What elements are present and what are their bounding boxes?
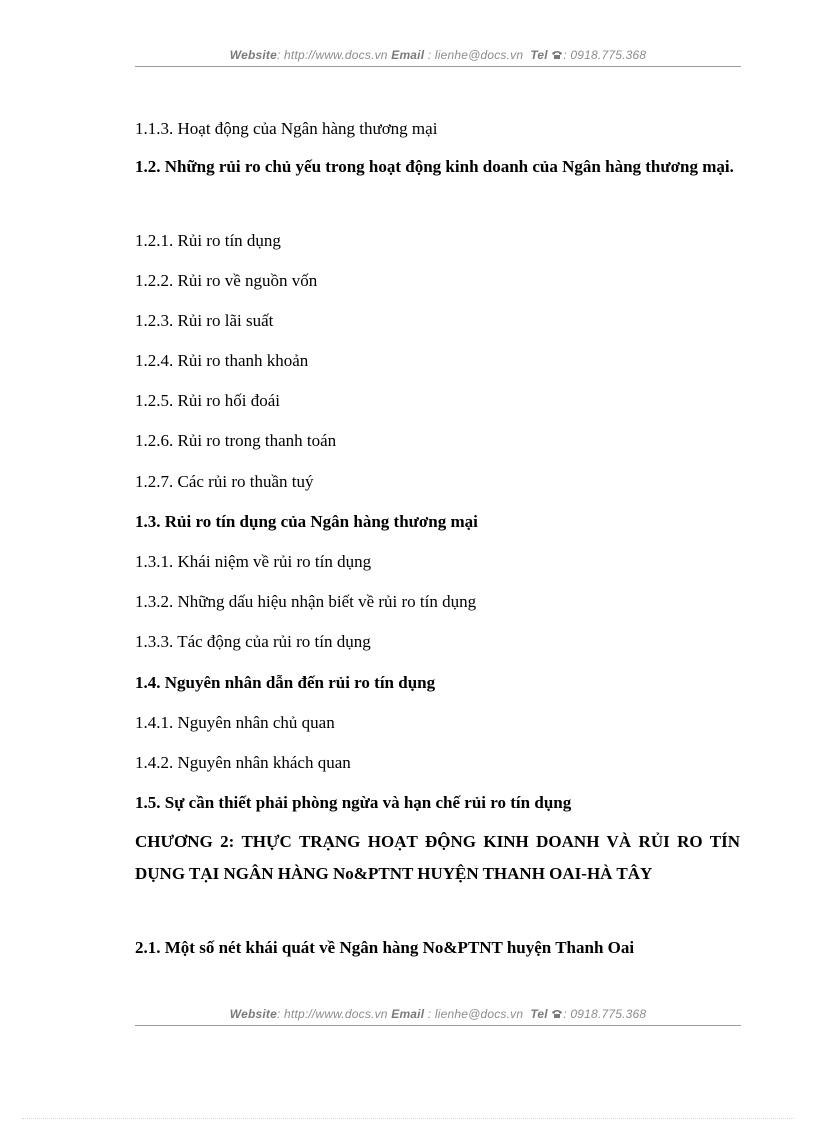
page-bottom-edge xyxy=(22,1118,794,1119)
header-email-label: Email xyxy=(391,48,425,62)
toc-entry: 1.2.3. Rủi ro lãi suất xyxy=(135,311,274,330)
footer-tel-value: : 0918.775.368 xyxy=(563,1007,647,1021)
header-tel-label: Tel xyxy=(530,48,548,62)
header-website-label: Website xyxy=(229,48,277,62)
toc-section-heading: 1.2. Những rủi ro chủ yếu trong hoạt động kinh doanh của Ngân hàng thương mại. xyxy=(135,157,734,176)
page-header xyxy=(135,48,741,62)
toc-section-heading: 2.1. Một số nét khái quát về Ngân hàng No&PTNT huyện Thanh Oai xyxy=(135,938,635,957)
toc-entry: 1.2.5. Rủi ro hối đoái xyxy=(135,391,280,410)
phone-icon xyxy=(551,1007,563,1021)
toc-entry: 1.2.2. Rủi ro về nguồn vốn xyxy=(135,271,318,290)
toc-entry: 1.2.6. Rủi ro trong thanh toán xyxy=(135,431,337,450)
toc-section-heading: 1.5. Sự cần thiết phải phòng ngừa và hạn chế rủi ro tín dụng xyxy=(135,793,572,812)
footer-divider xyxy=(135,1025,741,1026)
toc-entry: 1.3.2. Những dấu hiệu nhận biết về rủi ro tín dụng xyxy=(135,592,477,611)
toc-chapter-heading: CHƯƠNG 2: THỰC TRẠNG HOẠT ĐỘNG KINH DOANH VÀ RỦI RO TÍN DỤNG TẠI NGÂN HÀNG No&PTNT HUYỆN THANH OAI-HÀ TÂY xyxy=(135,832,740,883)
header-website-value: : http://www.docs.vn xyxy=(276,48,388,62)
toc-entry: 1.4.2. Nguyên nhân khách quan xyxy=(135,753,351,772)
phone-icon xyxy=(551,48,563,62)
toc-entry: 1.1.3. Hoạt động của Ngân hàng thương mại xyxy=(135,119,438,138)
page-footer xyxy=(135,1007,741,1021)
toc-entry: 1.2.7. Các rủi ro thuần tuý xyxy=(135,472,314,491)
header-divider xyxy=(135,66,741,67)
header-tel-value: : 0918.775.368 xyxy=(563,48,647,62)
toc-section-heading: 1.3. Rủi ro tín dụng của Ngân hàng thương mại xyxy=(135,512,478,531)
toc-entry: 1.3.3. Tác động của rủi ro tín dụng xyxy=(135,632,371,651)
toc-section-heading: 1.4. Nguyên nhân dẫn đến rủi ro tín dụng xyxy=(135,673,436,692)
footer-tel-label: Tel xyxy=(530,1007,548,1021)
toc-entry: 1.3.1. Khái niệm về rủi ro tín dụng xyxy=(135,552,372,571)
footer-email-value: : lienhe@docs.vn xyxy=(427,1007,524,1021)
toc-entry: 1.4.1. Nguyên nhân chủ quan xyxy=(135,713,335,732)
footer-website-value: : http://www.docs.vn xyxy=(276,1007,388,1021)
header-email-value: : lienhe@docs.vn xyxy=(427,48,524,62)
footer-email-label: Email xyxy=(391,1007,425,1021)
footer-website-label: Website xyxy=(229,1007,277,1021)
toc-entry: 1.2.4. Rủi ro thanh khoản xyxy=(135,351,309,370)
toc-entry: 1.2.1. Rủi ro tín dụng xyxy=(135,231,281,250)
